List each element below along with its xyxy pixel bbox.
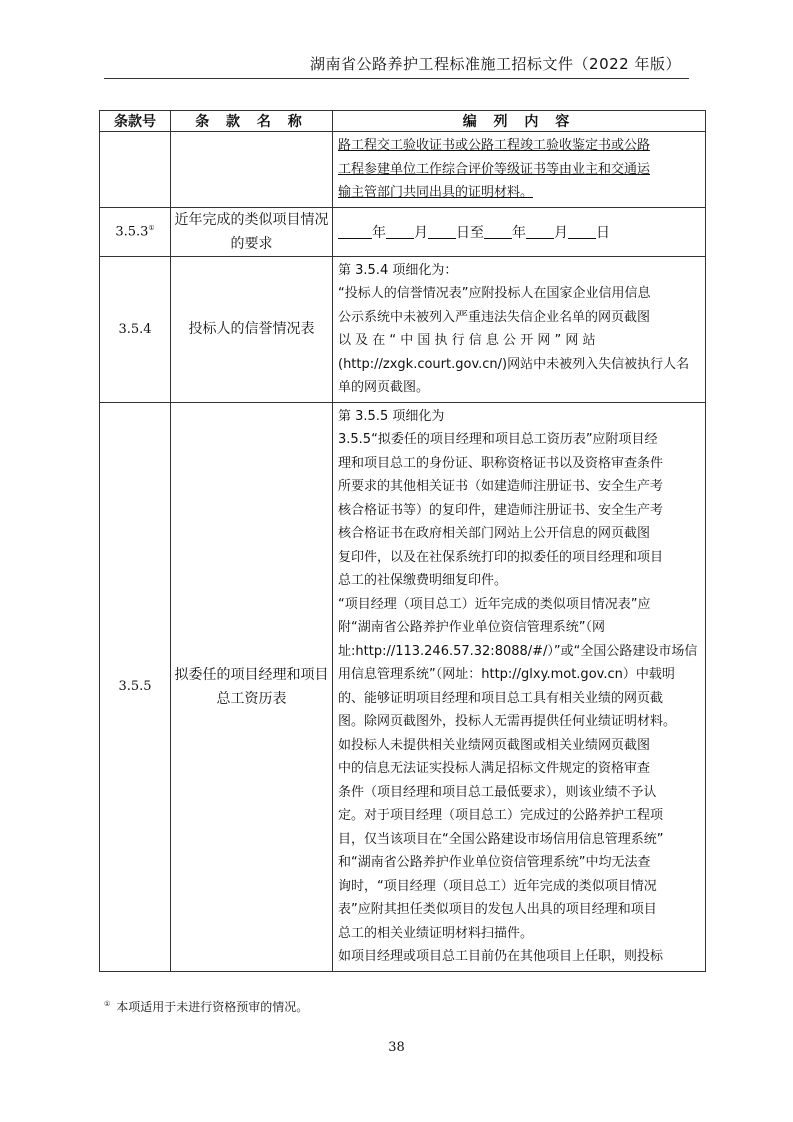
footnote-text: 本项适用于未进行资格预审的情况。 xyxy=(116,1000,309,1014)
content-line: 询时，“项目经理（项目总工）近年完成的类似项目情况 xyxy=(338,878,657,894)
column-header-content: 编 列 内 容 xyxy=(333,111,706,132)
table-header-row xyxy=(100,111,706,132)
content-line: 总工的相关业绩证明材料扫描件。 xyxy=(338,925,534,941)
year-blank xyxy=(338,224,372,239)
content-line: 工程参建单位工作综合评价等级证书等由业主和交通运 xyxy=(338,161,651,177)
month-blank xyxy=(386,224,414,239)
content-line: 用信息管理系统”（网址：http://glxy.mot.gov.cn）中载明 xyxy=(338,667,675,682)
clause-content xyxy=(333,402,706,971)
column-header-clause-name: 条 款 名 称 xyxy=(171,111,333,132)
content-line: 表”应附其担任类似项目的发包人出具的项目经理和项目 xyxy=(338,902,657,917)
content-line: 附“湖南省公路养护作业单位资信管理系统”（网 xyxy=(338,620,605,635)
month-label: 月 xyxy=(414,224,428,241)
content-line: “投标人的信誉情况表”应附投标人在国家企业信用信息 xyxy=(338,286,651,301)
content-line: 理和项目总工的身份证、职称资格证书以及资格审查条件 xyxy=(338,455,664,471)
clause-number xyxy=(100,132,171,208)
content-line: 图。除网页截图外，投标人无需再提供任何业绩证明材料。 xyxy=(338,714,677,729)
day-label: 日 xyxy=(596,224,610,241)
content-line: 如项目经理或项目总工目前仍在其他项目上任职，则投标 xyxy=(338,949,664,964)
content-line: 复印件，以及在社保系统打印的拟委任的项目经理和项目 xyxy=(338,549,664,565)
year-label: 年 xyxy=(512,224,526,241)
clause-number xyxy=(100,207,171,256)
content-line: 目，仅当该项目在“全国公路建设市场信用信息管理系统” xyxy=(338,831,664,847)
column-header-clause-no: 条款号 xyxy=(100,111,171,132)
month-blank xyxy=(526,224,554,239)
content-line: 以 及 在 “ 中 国 执 行 信 息 公 开 网 ” 网 站 xyxy=(338,333,596,348)
clause-number: 3.5.4 xyxy=(100,256,171,402)
clause-number-text: 3.5.3 xyxy=(115,224,149,240)
month-label: 月 xyxy=(554,224,568,241)
content-line: 第 3.5.4 项细化为： xyxy=(338,262,458,278)
year-blank xyxy=(484,224,512,239)
content-line: 总工的社保缴费明细复印件。 xyxy=(338,573,508,588)
content-line: 输主管部门共同出具的证明材料。 xyxy=(338,185,534,200)
page-number: 38 xyxy=(388,1040,405,1055)
table-row xyxy=(100,132,706,208)
table-row xyxy=(100,402,706,971)
content-line: 核合格证书等）的复印件，建造师注册证书、安全生产考 xyxy=(338,502,664,518)
document-header-title: 湖南省公路养护工程标准施工招标文件（2022 年版） xyxy=(310,55,681,73)
content-line: 的、能够证明项目经理和项目总工具有相关业绩的网页截 xyxy=(338,690,664,706)
content-line: 中的信息无法证实投标人满足招标文件规定的资格审查 xyxy=(338,761,651,776)
header-divider xyxy=(104,78,689,79)
clause-number: 3.5.5 xyxy=(100,402,171,971)
clause-name: 拟委任的项目经理和项目总工资历表 xyxy=(171,402,333,971)
content-line: 核合格证书在政府相关部门网站上公开信息的网页截图 xyxy=(338,526,651,541)
clauses-table xyxy=(99,110,706,972)
table-row xyxy=(100,256,706,402)
content-line: 址:http://113.246.57.32:8088/#/）”或“全国公路建设市场信 xyxy=(338,643,698,659)
content-line: “项目经理（项目总工）近年完成的类似项目情况表”应 xyxy=(338,596,651,612)
content-line: 条件（项目经理和项目总工最低要求），则该业绩不予认 xyxy=(338,784,657,800)
content-line: 路工程交工验收证书或公路工程竣工验收鉴定书或公路 xyxy=(338,138,651,153)
footnote-ref-mark: ① xyxy=(148,223,155,232)
day-blank xyxy=(428,224,456,239)
date-range-field xyxy=(333,207,706,256)
content-line: 所要求的其他相关证书（如建造师注册证书、安全生产考 xyxy=(338,479,664,494)
clause-name: 投标人的信誉情况表 xyxy=(171,256,333,402)
content-line: 3.5.5“拟委任的项目经理和项目总工资历表”应附项目经 xyxy=(338,432,658,447)
footnote-mark: ① xyxy=(104,1000,111,1008)
day-to-label: 日至 xyxy=(456,224,484,241)
clause-name: 近年完成的类似项目情况的要求 xyxy=(171,207,333,256)
clause-content xyxy=(333,256,706,402)
content-line: 如投标人未提供相关业绩网页截图或相关业绩网页截图 xyxy=(338,737,651,753)
content-line: 定。对于项目经理（项目总工）完成过的公路养护工程项 xyxy=(338,808,664,823)
content-line: 单的网页截图。 xyxy=(338,380,430,395)
day-blank xyxy=(568,224,596,239)
clause-content xyxy=(333,132,706,208)
content-line: (http://zxgk.court.gov.cn/)网站中未被列入失信被执行人名 xyxy=(338,356,690,372)
year-label: 年 xyxy=(372,224,386,241)
table-row xyxy=(100,207,706,256)
content-line: 公示系统中未被列入严重违法失信企业名单的网页截图 xyxy=(338,309,651,325)
content-line: 和“湖南省公路养护作业单位资信管理系统”中均无法查 xyxy=(338,855,651,870)
content-line: 第 3.5.5 项细化为 xyxy=(338,408,445,424)
clause-name xyxy=(171,132,333,208)
footnote xyxy=(104,998,308,1015)
